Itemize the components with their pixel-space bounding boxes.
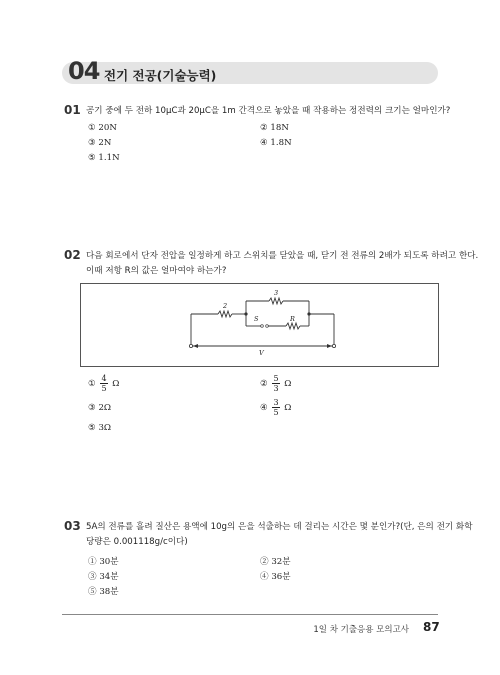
answer-option[interactable]: ⑤ 1.1N xyxy=(88,153,120,163)
answer-option[interactable] xyxy=(88,403,111,413)
page-number: 87 xyxy=(423,620,440,634)
answer-option[interactable]: ④ 1.8N xyxy=(260,138,292,148)
answer-option[interactable]: ① 20N xyxy=(88,123,117,133)
option-unit: Ω xyxy=(112,379,120,389)
fraction-numerator: 4 xyxy=(101,374,107,383)
fraction-denominator: 3 xyxy=(273,384,279,393)
answer-option[interactable]: ③ 2N xyxy=(88,138,112,148)
answer-option[interactable]: ③ 34분 xyxy=(88,572,119,582)
fraction xyxy=(272,398,279,417)
option-mark: ② xyxy=(260,379,268,389)
fraction-numerator: 5 xyxy=(273,374,279,383)
option-mark: ③ xyxy=(88,403,96,413)
question-text-line1: 5A의 전류를 흘려 질산은 용액에 10g의 은을 석출하는 데 걸리는 시간은 몇 분인가?(단, 은의 전기 화학 xyxy=(86,522,473,532)
fraction xyxy=(100,374,107,393)
option-text: 3Ω xyxy=(98,423,112,433)
option-text: 2Ω xyxy=(98,403,112,413)
fraction-denominator: 5 xyxy=(273,408,279,417)
question-number: 02 xyxy=(64,248,81,262)
footer-label: 1일 차 기출응용 모의고사 xyxy=(313,625,409,635)
fraction-numerator: 3 xyxy=(273,398,279,407)
answer-option[interactable]: ② 18N xyxy=(260,123,289,133)
answer-option[interactable]: ⑤ 38분 xyxy=(88,587,119,597)
option-mark: ⑤ xyxy=(88,423,96,433)
fraction-denominator: 5 xyxy=(101,384,107,393)
answer-option[interactable] xyxy=(88,423,111,433)
question-text-line1: 다음 회로에서 단자 전압을 일정하게 하고 스위치를 닫았을 때, 닫기 전 전류의 2배가 되도록 하려고 한다. xyxy=(86,251,479,261)
answer-option[interactable] xyxy=(88,374,119,393)
option-mark: ④ xyxy=(260,403,268,413)
resistor-3-label: 3 xyxy=(274,289,279,297)
question-number: 01 xyxy=(64,103,81,117)
circuit-figure xyxy=(80,283,439,367)
section-number: 04 xyxy=(68,57,100,85)
option-mark: ① xyxy=(88,379,96,389)
question-text-line2: 이때 저항 R의 값은 얼마여야 하는가? xyxy=(86,266,227,276)
resistor-r-label: R xyxy=(290,315,295,323)
option-unit: Ω xyxy=(284,379,292,389)
answer-option[interactable]: ② 32분 xyxy=(260,557,291,567)
voltage-label: V xyxy=(259,349,264,357)
circuit-diagram xyxy=(81,284,438,366)
resistor-2-label: 2 xyxy=(223,302,228,310)
answer-option[interactable]: ④ 36분 xyxy=(260,572,291,582)
fraction xyxy=(272,374,279,393)
switch-label: S xyxy=(254,315,259,323)
section-title: 전기 전공(기술능력) xyxy=(104,68,217,83)
question-text: 공기 중에 두 전하 10μC과 20μC을 1m 간격으로 놓았을 때 작용하는 정전력의 크기는 얼마인가? xyxy=(86,106,451,116)
option-unit: Ω xyxy=(284,403,292,413)
question-text-line2: 당량은 0.001118g/c이다) xyxy=(86,537,188,547)
footer-divider xyxy=(62,614,438,615)
answer-option[interactable] xyxy=(260,398,291,417)
answer-option[interactable]: ① 30분 xyxy=(88,557,119,567)
question-number: 03 xyxy=(64,519,81,533)
answer-option[interactable] xyxy=(260,374,291,393)
